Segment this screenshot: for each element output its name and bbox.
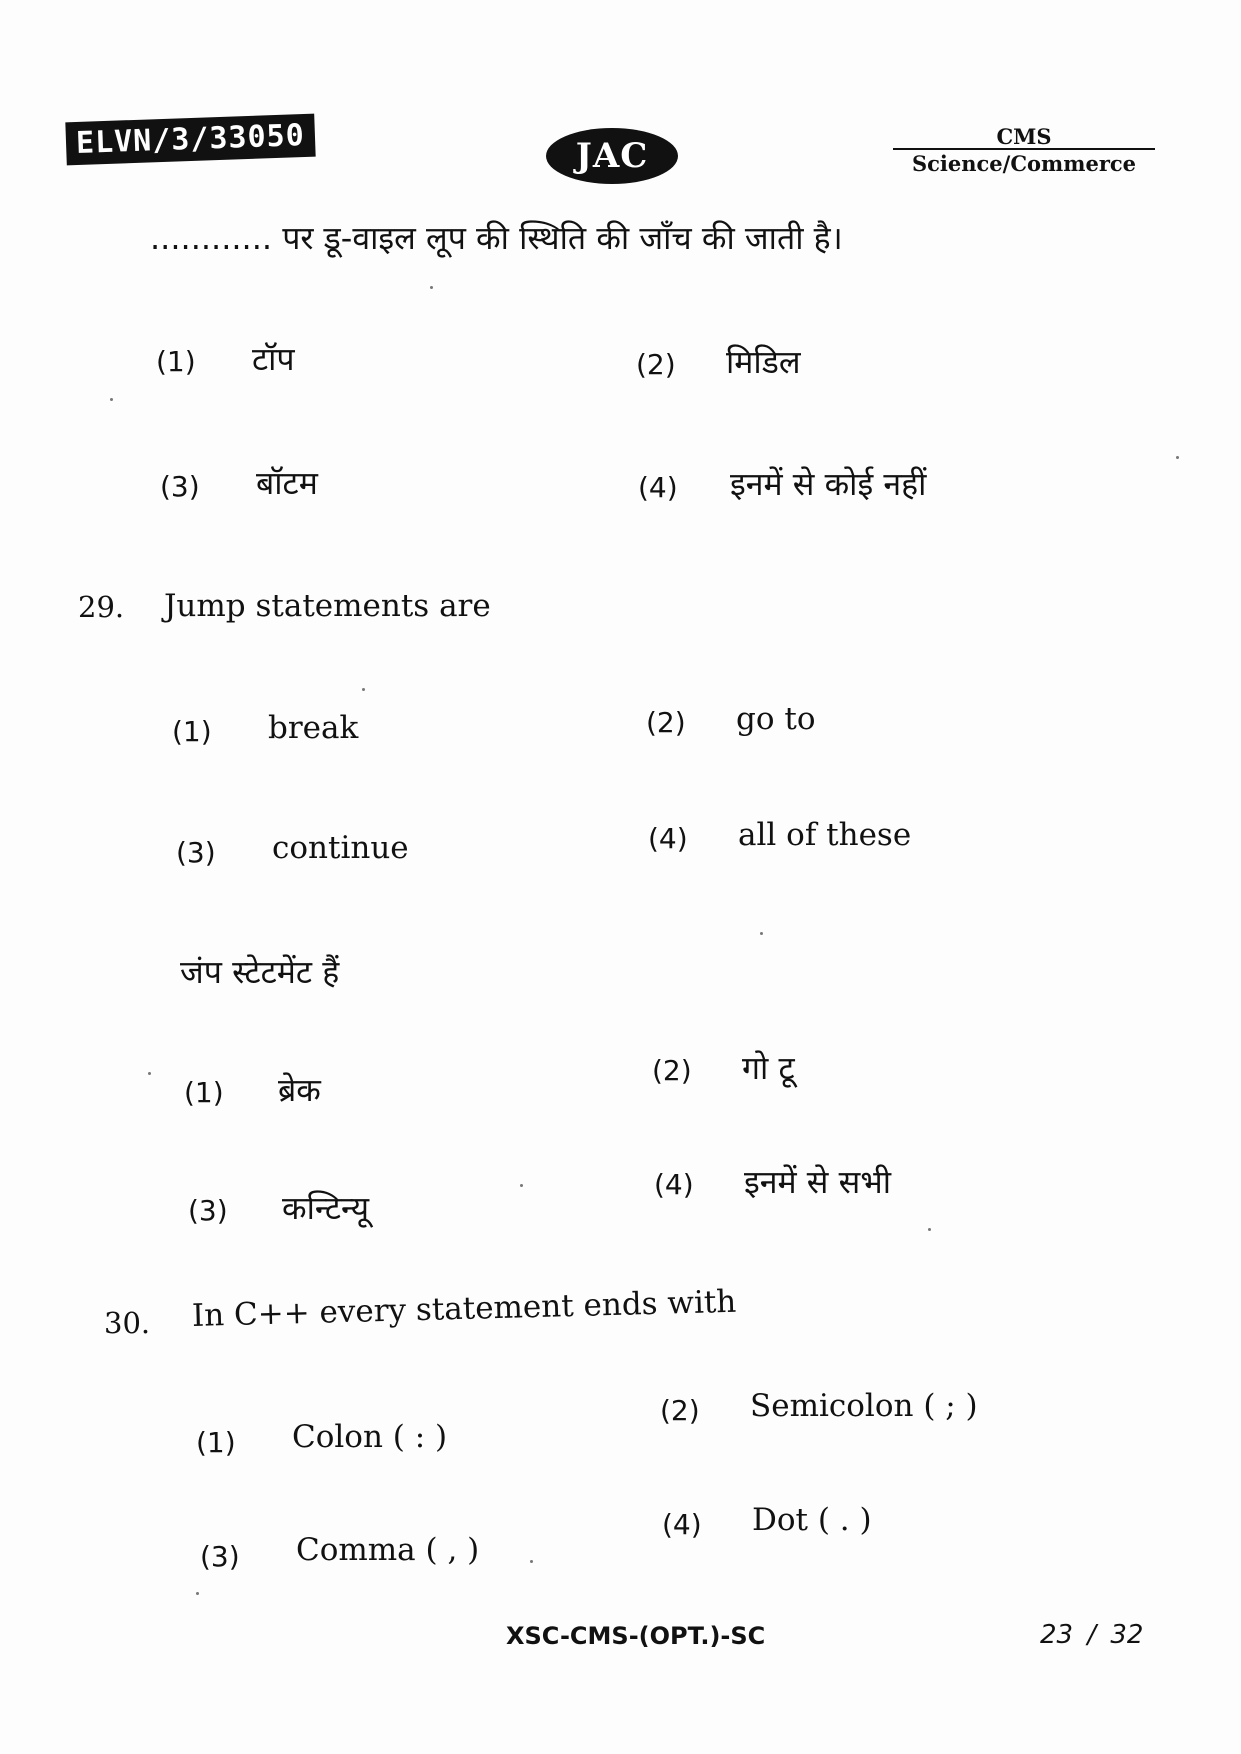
q29-en-opt3-num: (3) <box>176 836 216 869</box>
scan-speck <box>760 932 763 935</box>
scan-speck <box>148 1072 151 1075</box>
q29-en-opt1-text: break <box>268 710 359 746</box>
q29-en-opt2-text: go to <box>736 701 816 737</box>
q29-en-opt4-text: all of these <box>738 817 912 853</box>
q29-number: 29. <box>78 590 125 624</box>
jac-logo <box>546 128 678 184</box>
q29-stem-english: Jump statements are <box>164 588 491 624</box>
q29-hi-opt2-text: गो टू <box>742 1049 795 1087</box>
q28-opt3-text: बॉटम <box>256 464 318 502</box>
scan-speck <box>362 688 365 691</box>
q30-opt1-text: Colon ( : ) <box>292 1419 448 1455</box>
q30-number: 30. <box>104 1306 151 1340</box>
q30-stem-english: In C++ every statement ends with <box>191 1283 737 1334</box>
q30-opt3-num: (3) <box>200 1540 240 1573</box>
scan-speck <box>430 286 433 289</box>
q29-en-opt1-num: (1) <box>172 715 212 748</box>
q29-hi-opt3-num: (3) <box>188 1194 228 1227</box>
q28-opt1-text: टॉप <box>252 340 295 378</box>
q30-opt2-num: (2) <box>660 1394 700 1427</box>
scan-speck <box>928 1228 931 1231</box>
scan-speck <box>530 1560 533 1563</box>
q29-stem-hindi: जंप स्टेटमेंट हैं <box>180 953 340 991</box>
scan-speck <box>520 1184 523 1187</box>
q30-opt2-text: Semicolon ( ; ) <box>750 1388 978 1424</box>
q29-en-opt3-text: continue <box>272 830 409 866</box>
logo-text: JAC <box>575 136 649 176</box>
q30-opt4-num: (4) <box>662 1508 702 1541</box>
q30-opt1-num: (1) <box>196 1426 236 1459</box>
q28-opt3-num: (3) <box>160 470 200 503</box>
q29-en-opt4-num: (4) <box>648 822 688 855</box>
q28-stem-hindi: ............ पर डू-वाइल लूप की स्थिति की जाँच की जाती है। <box>150 219 843 257</box>
page-number: 23 / 32 <box>1040 1620 1144 1650</box>
paper-code: ELVN/3/33050 <box>65 114 315 166</box>
q29-hi-opt4-text: इनमें से सभी <box>744 1163 892 1201</box>
scan-speck <box>196 1592 199 1595</box>
q29-en-opt2-num: (2) <box>646 706 686 739</box>
q30-opt4-text: Dot ( . ) <box>752 1502 872 1538</box>
subject-label: CMS <box>893 126 1155 150</box>
q29-hi-opt1-text: ब्रेक <box>278 1071 321 1109</box>
q28-opt4-text: इनमें से कोई नहीं <box>730 465 927 503</box>
q28-opt2-num: (2) <box>636 348 676 381</box>
q28-opt2-text: मिडिल <box>726 343 801 381</box>
q28-opt1-num: (1) <box>156 345 196 378</box>
footer-paper-code: XSC-CMS-(OPT.)-SC <box>506 1622 766 1650</box>
q29-hi-opt4-num: (4) <box>654 1168 694 1201</box>
q29-hi-opt3-text: कन्टिन्यू <box>282 1189 370 1227</box>
scan-speck <box>1176 456 1179 459</box>
q28-opt4-num: (4) <box>638 471 678 504</box>
stream-label: Science/Commerce <box>911 151 1137 176</box>
q29-hi-opt2-num: (2) <box>652 1054 692 1087</box>
q30-opt3-text: Comma ( , ) <box>296 1532 480 1568</box>
subject-block <box>893 126 1155 178</box>
q29-hi-opt1-num: (1) <box>184 1076 224 1109</box>
scan-speck <box>110 398 113 401</box>
